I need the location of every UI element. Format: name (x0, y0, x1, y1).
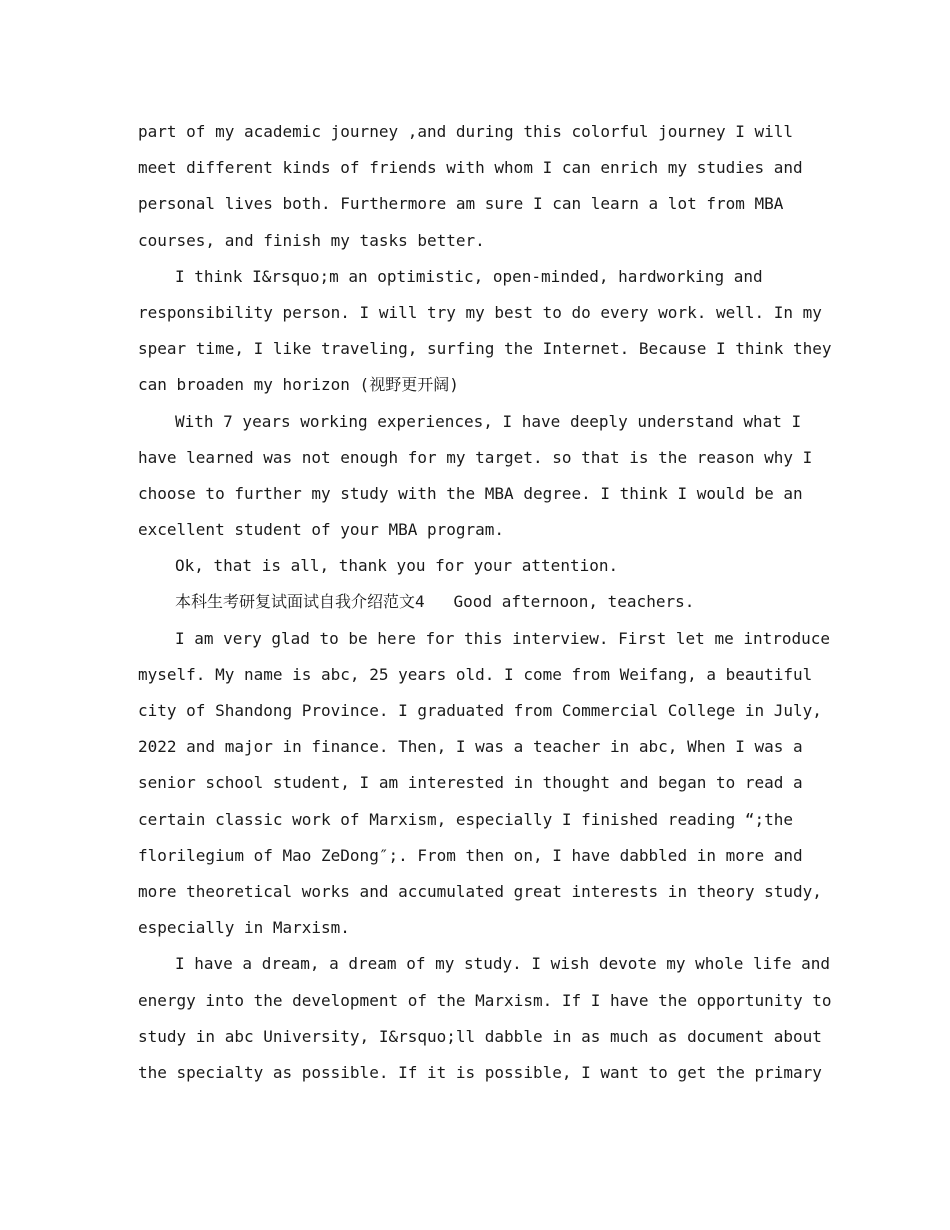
text-line-11: choose to further my study with the MBA degree. I think I would be an (138, 483, 803, 503)
document-page (138, 114, 832, 1091)
text-line-10: have learned was not enough for my target. so that is the reason why I (138, 447, 813, 467)
text-line-6: responsibility person. I will try my best to do every work. well. In my (138, 302, 822, 322)
text-line-1: part of my academic journey ,and during this colorful journey I will (138, 122, 794, 141)
text-line-5: I think I&rsquo;m an optimistic, open-minded, hardworking and (175, 266, 763, 286)
text-line-13: Ok, that is all, thank you for your attention. (175, 556, 619, 576)
text-line-24: I have a dream, a dream of my study. I wish devote my whole life and (175, 954, 831, 974)
text-line-8: can broaden my horizon (视野更开阔) (138, 375, 459, 395)
text-line-4: courses, and finish my tasks better. (138, 230, 485, 250)
text-line-12: excellent student of your MBA program. (138, 520, 505, 540)
text-line-19: senior school student, I am interested in thought and began to read a (138, 773, 803, 793)
text-line-21: florilegium of Mao ZeDong″;. From then on, I have dabbled in more and (138, 845, 803, 865)
text-line-23: especially in Marxism. (138, 918, 350, 938)
text-line-27: the specialty as possible. If it is possible, I want to get the primary (138, 1062, 822, 1082)
section-heading-line: 本科生考研复试面试自我介绍范文4 Good afternoon, teachers. (175, 592, 695, 612)
text-line-18: 2022 and major in finance. Then, I was a teacher in abc, When I was a (138, 737, 803, 757)
text-line-15: I am very glad to be here for this interview. First let me introduce (175, 628, 831, 648)
text-line-16: myself. My name is abc, 25 years old. I come from Weifang, a beautiful (138, 664, 813, 684)
text-line-26: study in abc University, I&rsquo;ll dabble in as much as document about (138, 1026, 822, 1046)
text-line-20: certain classic work of Marxism, especially I finished reading “;the (138, 809, 794, 829)
text-line-2: meet different kinds of friends with whom I can enrich my studies and (138, 158, 803, 178)
text-line-3: personal lives both. Furthermore am sure I can learn a lot from MBA (138, 194, 784, 214)
text-line-17: city of Shandong Province. I graduated from Commercial College in July, (138, 701, 822, 720)
text-line-25: energy into the development of the Marxism. If I have the opportunity to (138, 990, 832, 1010)
text-line-22: more theoretical works and accumulated great interests in theory study, (138, 881, 822, 901)
text-line-7: spear time, I like traveling, surfing the Internet. Because I think they (138, 339, 832, 359)
text-line-9: With 7 years working experiences, I have deeply understand what I (175, 411, 802, 431)
